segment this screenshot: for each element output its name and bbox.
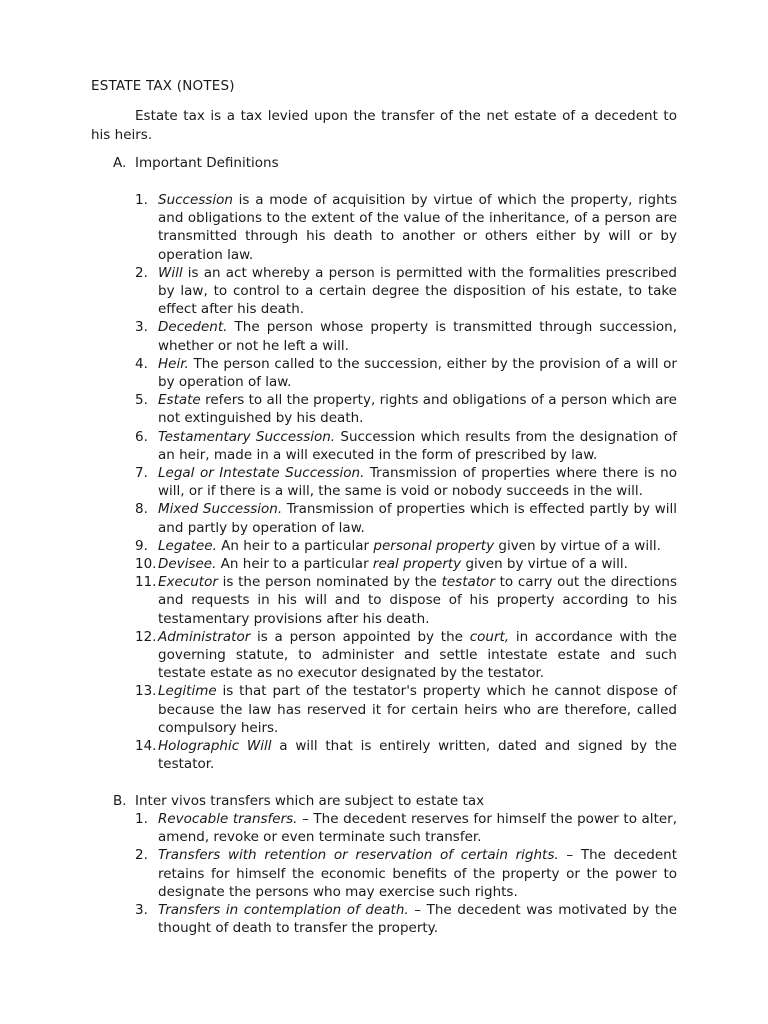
item-term: Heir.: [158, 355, 189, 372]
item-term: Estate: [158, 392, 201, 409]
list-item: [135, 318, 677, 354]
list-item: [135, 537, 677, 555]
item-term-secondary: real property: [372, 556, 462, 573]
page-title: ESTATE TAX (NOTES): [91, 78, 235, 94]
item-term: Will: [158, 264, 183, 281]
item-number: 14.: [135, 738, 157, 755]
item-number: 6.: [135, 428, 148, 445]
item-text: – The decedent retains for himself the economic benefits of the property or the power to designate the persons who may exercise such rights.: [158, 847, 677, 900]
item-text: is a person appointed by the: [250, 628, 470, 645]
item-number: 9.: [135, 537, 148, 554]
item-number: 7.: [135, 465, 148, 482]
item-term-secondary: court,: [469, 628, 510, 645]
item-number: 1.: [135, 811, 148, 827]
item-number: 3.: [135, 902, 148, 919]
item-text: An heir to a particular: [216, 537, 374, 554]
item-term: Mixed Succession.: [158, 501, 283, 518]
item-text: to carry out the directions and requests in his will and to dispose of his property according to his testamentary provisions after his death.: [158, 574, 678, 627]
item-term: Legatee.: [158, 537, 217, 554]
list-item: [135, 737, 677, 773]
list-item: [135, 391, 677, 427]
list-item: [135, 573, 677, 628]
item-number: 2.: [135, 847, 148, 864]
item-text: Transmission of properties where there is no will, or if there is a will, the same is void or nobody succeeds in the will.: [158, 465, 677, 500]
item-number: 3.: [135, 319, 148, 336]
item-text: in accordance with the governing statute, to administer and settle intestate estate and such testate estate as no executor designated by the testator.: [158, 628, 677, 682]
item-term: Testamentary Succession.: [158, 428, 336, 445]
item-number: 1.: [135, 192, 148, 208]
list-item: [135, 191, 677, 264]
list-item: [135, 628, 677, 683]
item-text: is an act whereby a person is permitted with the formalities prescribed by law, to control to a certain degree the disposition of his estate, to take effect after his death.: [158, 264, 677, 318]
section-b-heading: [113, 793, 484, 809]
item-term: Revocable transfers.: [158, 811, 298, 827]
list-item: [135, 682, 677, 737]
section-a-title: Important Definitions: [135, 155, 279, 171]
item-number: 10.: [135, 556, 157, 573]
section-a-heading: [113, 155, 279, 171]
item-number: 8.: [135, 501, 148, 518]
item-text: given by virtue of a will.: [461, 556, 628, 573]
list-item: [135, 846, 677, 901]
item-text: The person whose property is transmitted through succession, whether or not he left a will.: [158, 319, 677, 354]
item-text: – The decedent reserves for himself the power to alter, amend, revoke or even terminate such transfer.: [158, 811, 678, 846]
section-b-letter: B.: [113, 793, 127, 809]
item-text: is a mode of acquisition by virtue of which the property, rights and obligations to the extent of the value of the inheritance, of a person are transmitted through his death to another or others either by will or by operation law.: [158, 192, 677, 263]
list-item: [135, 464, 677, 500]
item-term: Decedent.: [158, 319, 228, 336]
item-term-secondary: testator: [441, 574, 495, 591]
item-term-secondary: personal property: [373, 537, 495, 554]
intro-paragraph: Estate tax is a tax levied upon the transfer of the net estate of a decedent to his heirs.: [91, 108, 677, 143]
item-number: 2.: [135, 264, 148, 281]
list-item: [135, 810, 677, 846]
item-text: refers to all the property, rights and obligations of a person which are not extinguished by his death.: [158, 392, 677, 427]
item-text: is the person nominated by the: [217, 574, 442, 591]
item-term: Succession: [158, 192, 233, 208]
list-item: [135, 264, 677, 319]
item-term: Executor: [158, 574, 218, 591]
section-b-title: Inter vivos transfers which are subject to estate tax: [135, 793, 485, 809]
list-item: [135, 355, 677, 391]
list-item: [135, 901, 677, 937]
item-number: 5.: [135, 392, 148, 409]
list-item: [135, 555, 677, 573]
item-text: The person called to the succession, either by the provision of a will or by operation of law.: [158, 355, 677, 391]
item-number: 13.: [135, 683, 157, 700]
item-text: is that part of the testator's property which he cannot dispose of because the law has reserved it for certain heirs who are therefore, called compulsory heirs.: [158, 683, 677, 736]
item-text: – The decedent was motivated by the thought of death to transfer the property.: [158, 902, 677, 937]
item-term: Legal or Intestate Succession.: [158, 465, 365, 482]
item-number: 4.: [135, 355, 148, 372]
item-term: Holographic Will: [158, 738, 272, 755]
item-term: Administrator: [158, 628, 251, 645]
definitions-list: [135, 191, 677, 774]
item-term: Transfers with retention or reservation of certain rights.: [158, 847, 559, 864]
item-term: Devisee.: [158, 556, 217, 573]
transfers-list: [135, 810, 677, 937]
item-term: Transfers in contemplation of death.: [158, 902, 409, 919]
section-a-letter: A.: [113, 155, 127, 171]
item-text: a will that is entirely written, dated and signed by the testator.: [158, 738, 677, 773]
item-text: An heir to a particular: [216, 556, 373, 573]
list-item: [135, 500, 677, 536]
list-item: [135, 428, 677, 464]
item-text: Transmission of properties which is effected partly by will and partly by operation of law.: [158, 501, 677, 536]
item-text: given by virtue of a will.: [494, 537, 661, 554]
item-text: Succession which results from the designation of an heir, made in a will executed in the form of prescribed by law.: [158, 428, 677, 463]
item-term: Legitime: [158, 683, 217, 700]
item-number: 11.: [135, 574, 157, 591]
item-number: 12.: [135, 628, 157, 645]
